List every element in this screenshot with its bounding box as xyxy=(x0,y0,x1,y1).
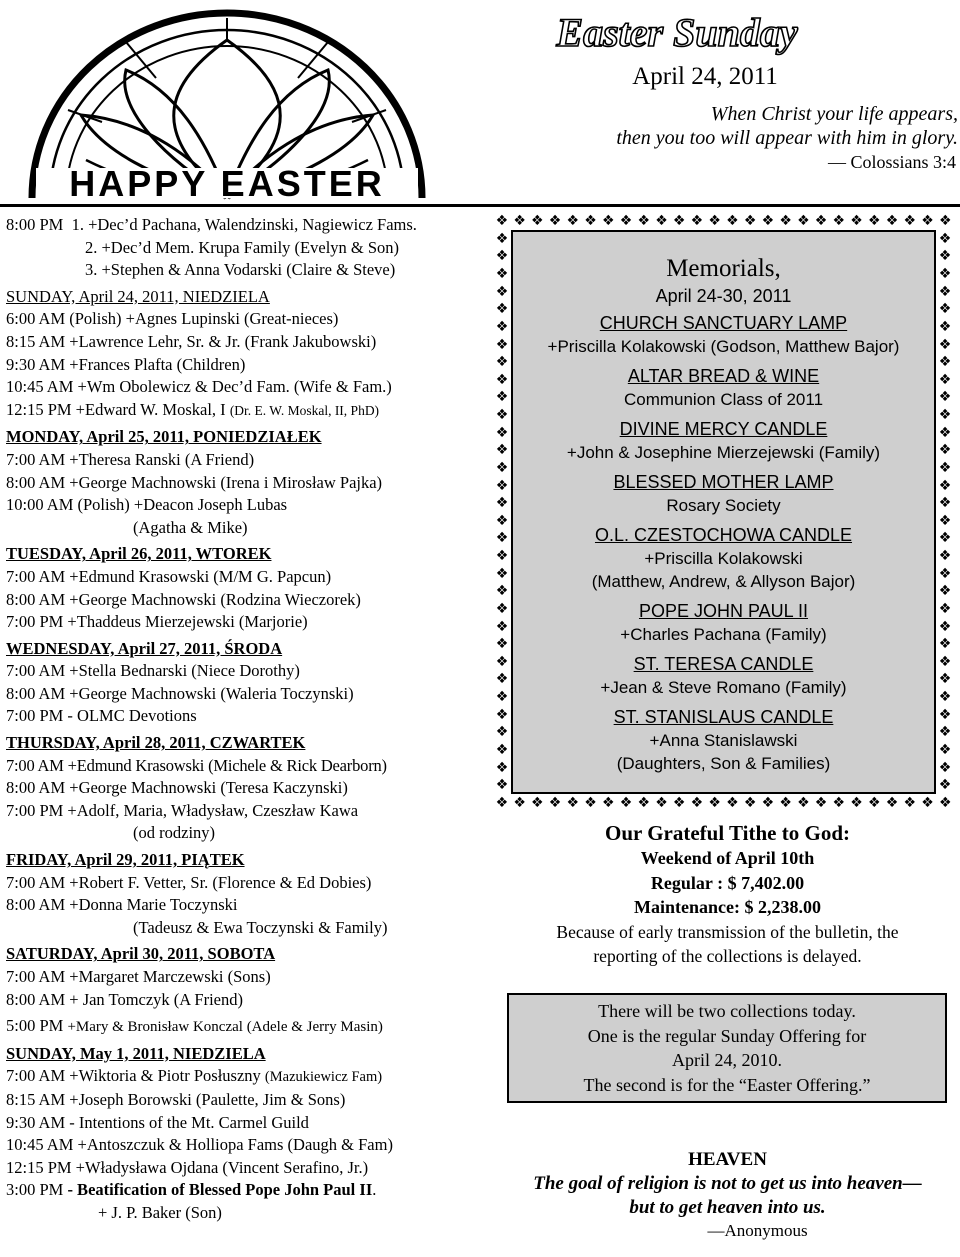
memorials-box xyxy=(493,212,954,812)
schedule-line: 7:00 AM +Edmund Krasowski (M/M G. Papcun) xyxy=(6,566,332,586)
ornament-icon: ❖ xyxy=(938,266,952,283)
quote-author: —Anonymous xyxy=(707,1221,808,1240)
schedule-note: (Dr. E. W. Moskal, II, PhD) xyxy=(229,402,380,418)
schedule-line: 7:00 AM +Theresa Ranski (A Friend) xyxy=(6,449,255,469)
schedule-text: 12:15 PM +Edward W. Moskal, I xyxy=(6,399,230,419)
schedule-line: 10:45 AM +Antoszczuk & Holliopa Fams (Daugh & Fam) xyxy=(6,1135,393,1155)
schedule-note: (Mazukiewicz Fam) xyxy=(264,1069,383,1086)
ornament-icon: ❖ xyxy=(548,795,562,811)
ornament-icon: ❖ xyxy=(938,512,952,529)
schedule-line: 7:00 AM +Edmund Krasowski (Michele & Rick Dearborn) xyxy=(6,755,387,775)
ornament-icon: ❖ xyxy=(938,583,952,600)
memorial-item xyxy=(513,706,934,782)
ornament-icon: ❖ xyxy=(743,213,757,229)
ornament-icon: ❖ xyxy=(495,477,509,494)
ornament-icon: ❖ xyxy=(495,741,509,758)
ornament-border-bottom xyxy=(493,794,954,812)
ornament-icon: ❖ xyxy=(850,795,863,811)
tithe-note: reporting of the collections is delayed. xyxy=(593,946,862,966)
ornament-icon: ❖ xyxy=(868,213,881,229)
schedule-line: 2. +Dec’d Mem. Krupa Family (Evelyn & Son) xyxy=(85,237,400,257)
easter-sunday-title xyxy=(545,4,810,60)
memorials-title: Memorials, xyxy=(666,255,781,282)
ornament-icon: ❖ xyxy=(938,618,952,635)
ornament-icon: ❖ xyxy=(495,389,509,406)
memorial-heading: ST. TERESA CANDLE xyxy=(633,654,814,674)
schedule-text: 7:00 AM +Wiktoria & Piotr Posłuszny xyxy=(6,1066,265,1086)
memorial-heading: POPE JOHN PAUL II xyxy=(638,601,809,621)
ornament-icon: ❖ xyxy=(548,213,562,229)
memorial-dedication: +Priscilla Kolakowski xyxy=(644,549,803,568)
tithe-section xyxy=(500,820,955,969)
schedule-line: 7:00 PM +Thaddeus Mierzejewski (Marjorie) xyxy=(6,612,308,632)
ornament-icon: ❖ xyxy=(495,724,509,741)
day-heading: THURSDAY, April 28, 2011, CZWARTEK xyxy=(6,733,306,753)
ornament-icon: ❖ xyxy=(797,213,810,229)
ornament-icon: ❖ xyxy=(938,741,952,758)
memorial-dedication: +John & Josephine Mierzejewski (Family) xyxy=(566,443,881,462)
tithe-regular: Regular : $ 7,402.00 xyxy=(650,872,805,893)
logo-text: HAPPY EASTER xyxy=(69,163,385,204)
ornament-icon: ❖ xyxy=(655,795,668,811)
ornament-icon: ❖ xyxy=(903,795,917,811)
day-heading: FRIDAY, April 29, 2011, PIĄTEK xyxy=(6,850,245,870)
memorials-dates: April 24-30, 2011 xyxy=(655,286,792,306)
schedule-line: 8:00 AM +George Machnowski (Teresa Kaczynski) xyxy=(6,778,348,798)
memorial-heading: O.L. CZESTOCHOWA CANDLE xyxy=(594,525,853,545)
ornament-icon: ❖ xyxy=(690,795,704,811)
ornament-icon: ❖ xyxy=(938,495,952,512)
ornament-icon: ❖ xyxy=(938,318,952,335)
ornament-icon: ❖ xyxy=(584,795,597,811)
memorial-item xyxy=(513,471,934,524)
ornament-icon: ❖ xyxy=(850,213,863,229)
schedule-punct: . xyxy=(372,1180,377,1200)
ornament-icon: ❖ xyxy=(513,213,526,229)
ornament-icon: ❖ xyxy=(708,795,721,811)
ornament-icon: ❖ xyxy=(743,795,757,811)
schedule-text: 1. +Dec’d Pachana, Walendzinski, Nagiewicz Fams. xyxy=(71,215,417,234)
ornament-icon: ❖ xyxy=(938,248,952,265)
ornament-icon: ❖ xyxy=(938,689,952,706)
schedule-line: 9:30 AM - Intentions of the Mt. Carmel Guild xyxy=(6,1112,309,1132)
ornament-icon: ❖ xyxy=(531,213,544,229)
quote-line: The goal of religion is not to get us into heaven— xyxy=(533,1173,922,1194)
schedule-time: 5:00 PM xyxy=(6,1016,68,1036)
memorial-item xyxy=(513,418,934,471)
ornament-border-right xyxy=(936,230,954,794)
ornament-icon: ❖ xyxy=(903,213,917,229)
ornament-icon: ❖ xyxy=(938,459,952,476)
ornament-icon: ❖ xyxy=(814,213,828,229)
ornament-icon: ❖ xyxy=(726,795,739,811)
ornament-border-top xyxy=(493,212,954,230)
ornament-icon: ❖ xyxy=(938,389,952,406)
ornament-icon: ❖ xyxy=(938,336,952,353)
schedule-line xyxy=(6,214,496,237)
memorial-heading: ALTAR BREAD & WINE xyxy=(627,366,820,386)
collections-line: April 24, 2010. xyxy=(672,1050,782,1070)
ornament-icon: ❖ xyxy=(938,371,952,388)
schedule-time: 8:00 PM xyxy=(6,215,64,234)
memorial-dedication: +Jean & Steve Romano (Family) xyxy=(600,678,847,697)
ornament-icon: ❖ xyxy=(938,354,952,371)
ornament-icon: ❖ xyxy=(495,424,509,441)
verse-line-2: then you too will appear with him in glory. xyxy=(616,127,958,149)
ornament-icon: ❖ xyxy=(655,213,668,229)
schedule-line xyxy=(6,1179,496,1202)
ornament-icon: ❖ xyxy=(726,213,739,229)
tithe-title: Our Grateful Tithe to God: xyxy=(604,821,850,845)
ornament-icon: ❖ xyxy=(566,213,580,229)
ornament-icon: ❖ xyxy=(938,777,952,794)
schedule-line: 6:00 AM (Polish) +Agnes Lupinski (Great-nieces) xyxy=(6,309,339,329)
ornament-icon: ❖ xyxy=(495,318,509,335)
schedule-line: 8:00 AM +George Machnowski (Irena i Mirosław Pajka) xyxy=(6,472,383,492)
collections-notice xyxy=(507,993,947,1103)
memorial-heading: ST. STANISLAUS CANDLE xyxy=(613,707,834,727)
schedule-time: 3:00 PM xyxy=(6,1180,68,1200)
schedule-line: 7:00 AM +Stella Bednarski (Niece Dorothy) xyxy=(6,661,300,681)
ornament-icon: ❖ xyxy=(495,777,509,794)
day-heading: SUNDAY, May 1, 2011, NIEDZIELA xyxy=(6,1043,266,1063)
schedule-line: 8:00 AM + Jan Tomczyk (A Friend) xyxy=(6,989,243,1009)
memorial-dedication: (Matthew, Andrew, & Allyson Bajor) xyxy=(591,572,856,591)
ornament-icon: ❖ xyxy=(938,706,952,723)
tithe-maintenance: Maintenance: $ 2,238.00 xyxy=(634,897,821,917)
ornament-icon: ❖ xyxy=(619,795,633,811)
schedule-line xyxy=(6,399,496,423)
memorial-dedication: +Priscilla Kolakowski (Godson, Matthew Bajor) xyxy=(547,337,900,356)
schedule-line xyxy=(6,1015,496,1039)
ornament-icon: ❖ xyxy=(761,213,775,229)
ornament-icon: ❖ xyxy=(584,213,597,229)
ornament-icon: ❖ xyxy=(938,230,952,247)
ornament-icon: ❖ xyxy=(495,759,509,776)
ornament-icon: ❖ xyxy=(495,213,509,229)
ornament-icon: ❖ xyxy=(601,795,615,811)
happy-easter-logo xyxy=(6,0,448,204)
ornament-icon: ❖ xyxy=(495,636,509,653)
tithe-note: Because of early transmission of the bulletin, the xyxy=(556,921,899,942)
memorial-item xyxy=(513,312,934,365)
ornament-icon: ❖ xyxy=(495,248,509,265)
collections-line: The second is for the “Easter Offering.” xyxy=(583,1074,871,1095)
ornament-icon: ❖ xyxy=(921,213,934,229)
schedule-line: (Agatha & Mike) xyxy=(133,517,248,537)
ornament-icon: ❖ xyxy=(938,424,952,441)
schedule-line: 9:30 AM +Frances Plafta (Children) xyxy=(6,354,246,374)
schedule-line: 8:00 AM +George Machnowski (Rodzina Wieczorek) xyxy=(6,589,361,609)
schedule-line: 7:00 PM - OLMC Devotions xyxy=(6,706,197,726)
ornament-icon: ❖ xyxy=(495,706,509,723)
schedule-text: +Mary & Bronisław Konczal (Adele & Jerry Masin) xyxy=(67,1019,383,1036)
ornament-icon: ❖ xyxy=(938,600,952,617)
ornament-icon: ❖ xyxy=(495,407,509,424)
scripture-verse xyxy=(450,102,958,150)
ornament-icon: ❖ xyxy=(690,213,704,229)
collections-line: There will be two collections today. xyxy=(598,1001,856,1021)
ornament-icon: ❖ xyxy=(495,600,509,617)
ornament-icon: ❖ xyxy=(672,795,686,811)
ornament-icon: ❖ xyxy=(938,442,952,459)
ornament-icon: ❖ xyxy=(938,283,952,300)
ornament-icon: ❖ xyxy=(495,583,509,600)
ornament-icon: ❖ xyxy=(495,459,509,476)
schedule-line: 10:00 AM (Polish) +Deacon Joseph Lubas xyxy=(6,495,288,515)
memorial-dedication: Communion Class of 2011 xyxy=(623,390,824,409)
ornament-icon: ❖ xyxy=(708,213,721,229)
ornament-icon: ❖ xyxy=(672,213,686,229)
tithe-weekend: Weekend of April 10th xyxy=(640,848,815,868)
day-heading: SATURDAY, April 30, 2011, SOBOTA xyxy=(6,944,276,964)
ornament-icon: ❖ xyxy=(779,213,792,229)
ornament-icon: ❖ xyxy=(495,371,509,388)
header-divider xyxy=(0,204,960,207)
schedule-line: 8:15 AM +Joseph Borowski (Paulette, Jim & Sons) xyxy=(6,1089,346,1109)
ornament-icon: ❖ xyxy=(495,442,509,459)
ornament-icon: ❖ xyxy=(495,671,509,688)
ornament-icon: ❖ xyxy=(938,653,952,670)
day-heading: WEDNESDAY, April 27, 2011, ŚRODA xyxy=(6,638,283,658)
ornament-icon: ❖ xyxy=(938,565,952,582)
ornament-icon: ❖ xyxy=(495,512,509,529)
ornament-icon: ❖ xyxy=(495,230,509,247)
ornament-icon: ❖ xyxy=(495,530,509,547)
ornament-icon: ❖ xyxy=(637,213,651,229)
ornament-icon: ❖ xyxy=(779,795,792,811)
memorial-heading: CHURCH SANCTUARY LAMP xyxy=(599,313,848,333)
memorial-item xyxy=(513,365,934,418)
collections-line: One is the regular Sunday Offering for xyxy=(587,1025,867,1046)
ornament-icon: ❖ xyxy=(495,689,509,706)
ornament-icon: ❖ xyxy=(885,213,899,229)
ornament-icon: ❖ xyxy=(495,548,509,565)
schedule-line: 3. +Stephen & Anna Vodarski (Claire & Steve) xyxy=(85,260,396,280)
ornament-icon: ❖ xyxy=(832,795,846,811)
memorial-item xyxy=(513,653,934,706)
verse-citation: — Colossians 3:4 xyxy=(827,152,956,172)
ornament-icon: ❖ xyxy=(495,618,509,635)
ornament-icon: ❖ xyxy=(495,336,509,353)
ornament-icon: ❖ xyxy=(832,213,846,229)
memorial-item xyxy=(513,600,934,653)
ornament-icon: ❖ xyxy=(761,795,775,811)
memorial-item xyxy=(513,524,934,600)
ornament-icon: ❖ xyxy=(938,530,952,547)
mass-schedule xyxy=(6,214,496,1225)
day-heading: MONDAY, April 25, 2011, PONIEDZIAŁEK xyxy=(6,427,322,447)
ornament-icon: ❖ xyxy=(938,671,952,688)
schedule-line: 8:15 AM +Lawrence Lehr, Sr. & Jr. (Frank Jakubowski) xyxy=(6,331,377,351)
schedule-line: + J. P. Baker (Son) xyxy=(98,1202,222,1222)
ornament-icon: ❖ xyxy=(938,548,952,565)
schedule-line xyxy=(6,1065,496,1089)
title-text: Easter Sunday xyxy=(556,10,798,55)
ornament-icon: ❖ xyxy=(513,795,526,811)
ornament-icon: ❖ xyxy=(495,354,509,371)
ornament-icon: ❖ xyxy=(938,759,952,776)
verse-line-1: When Christ your life appears, xyxy=(710,103,958,125)
ornament-icon: ❖ xyxy=(885,795,899,811)
ornament-icon: ❖ xyxy=(531,795,544,811)
heaven-quote xyxy=(500,1148,955,1242)
schedule-line: 7:00 AM +Robert F. Vetter, Sr. (Florence & Ed Dobies) xyxy=(6,872,372,892)
schedule-line: 10:45 AM +Wm Obolewicz & Dec’d Fam. (Wife & Fam.) xyxy=(6,377,392,397)
ornament-icon: ❖ xyxy=(619,213,633,229)
quote-line: but to get heaven into us. xyxy=(629,1197,826,1218)
day-heading: TUESDAY, April 26, 2011, WTOREK xyxy=(6,544,272,564)
ornament-border-left xyxy=(493,230,511,794)
ornament-icon: ❖ xyxy=(938,477,952,494)
schedule-text: - Beatification of Blessed Pope John Paul II xyxy=(67,1180,373,1200)
schedule-line: (od rodziny) xyxy=(133,823,216,843)
memorial-heading: DIVINE MERCY CANDLE xyxy=(619,419,828,439)
schedule-line: 8:00 AM +George Machnowski (Waleria Toczynski) xyxy=(6,683,354,703)
memorials-list xyxy=(513,312,934,782)
ornament-icon: ❖ xyxy=(495,565,509,582)
ornament-icon: ❖ xyxy=(495,653,509,670)
ornament-icon: ❖ xyxy=(938,213,952,229)
ornament-icon: ❖ xyxy=(938,636,952,653)
schedule-line: 12:15 PM +Władysława Ojdana (Vincent Serafino, Jr.) xyxy=(6,1157,369,1177)
day-heading: SUNDAY, April 24, 2011, NIEDZIELA xyxy=(6,286,270,306)
ornament-icon: ❖ xyxy=(797,795,810,811)
schedule-line: 8:00 AM +Donna Marie Toczynski xyxy=(6,895,238,915)
ornament-icon: ❖ xyxy=(495,283,509,300)
ornament-icon: ❖ xyxy=(814,795,828,811)
ornament-icon: ❖ xyxy=(495,301,509,318)
ornament-icon: ❖ xyxy=(921,795,934,811)
ornament-icon: ❖ xyxy=(495,266,509,283)
ornament-icon: ❖ xyxy=(938,795,952,811)
schedule-line: 7:00 PM +Adolf, Maria, Władysław, Czeszław Kawa xyxy=(6,800,359,820)
memorial-dedication: +Charles Pachana (Family) xyxy=(620,625,827,644)
ornament-icon: ❖ xyxy=(637,795,651,811)
schedule-line: (Tadeusz & Ewa Toczynski & Family) xyxy=(133,917,388,937)
ornament-icon: ❖ xyxy=(938,301,952,318)
ornament-icon: ❖ xyxy=(938,407,952,424)
memorials-panel xyxy=(511,230,936,794)
ornament-icon: ❖ xyxy=(601,213,615,229)
memorial-dedication: (Daughters, Son & Families) xyxy=(616,754,831,773)
ornament-icon: ❖ xyxy=(495,795,509,811)
memorial-dedication: Rosary Society xyxy=(666,496,781,515)
ornament-icon: ❖ xyxy=(566,795,580,811)
ornament-icon: ❖ xyxy=(495,495,509,512)
schedule-line: 7:00 AM +Margaret Marczewski (Sons) xyxy=(6,967,271,986)
header-date: April 24, 2011 xyxy=(632,63,778,90)
ornament-icon: ❖ xyxy=(938,724,952,741)
heaven-title: HEAVEN xyxy=(688,1149,767,1170)
memorial-dedication: +Anna Stanislawski xyxy=(649,731,798,750)
memorial-heading: BLESSED MOTHER LAMP xyxy=(613,472,834,492)
ornament-icon: ❖ xyxy=(868,795,881,811)
